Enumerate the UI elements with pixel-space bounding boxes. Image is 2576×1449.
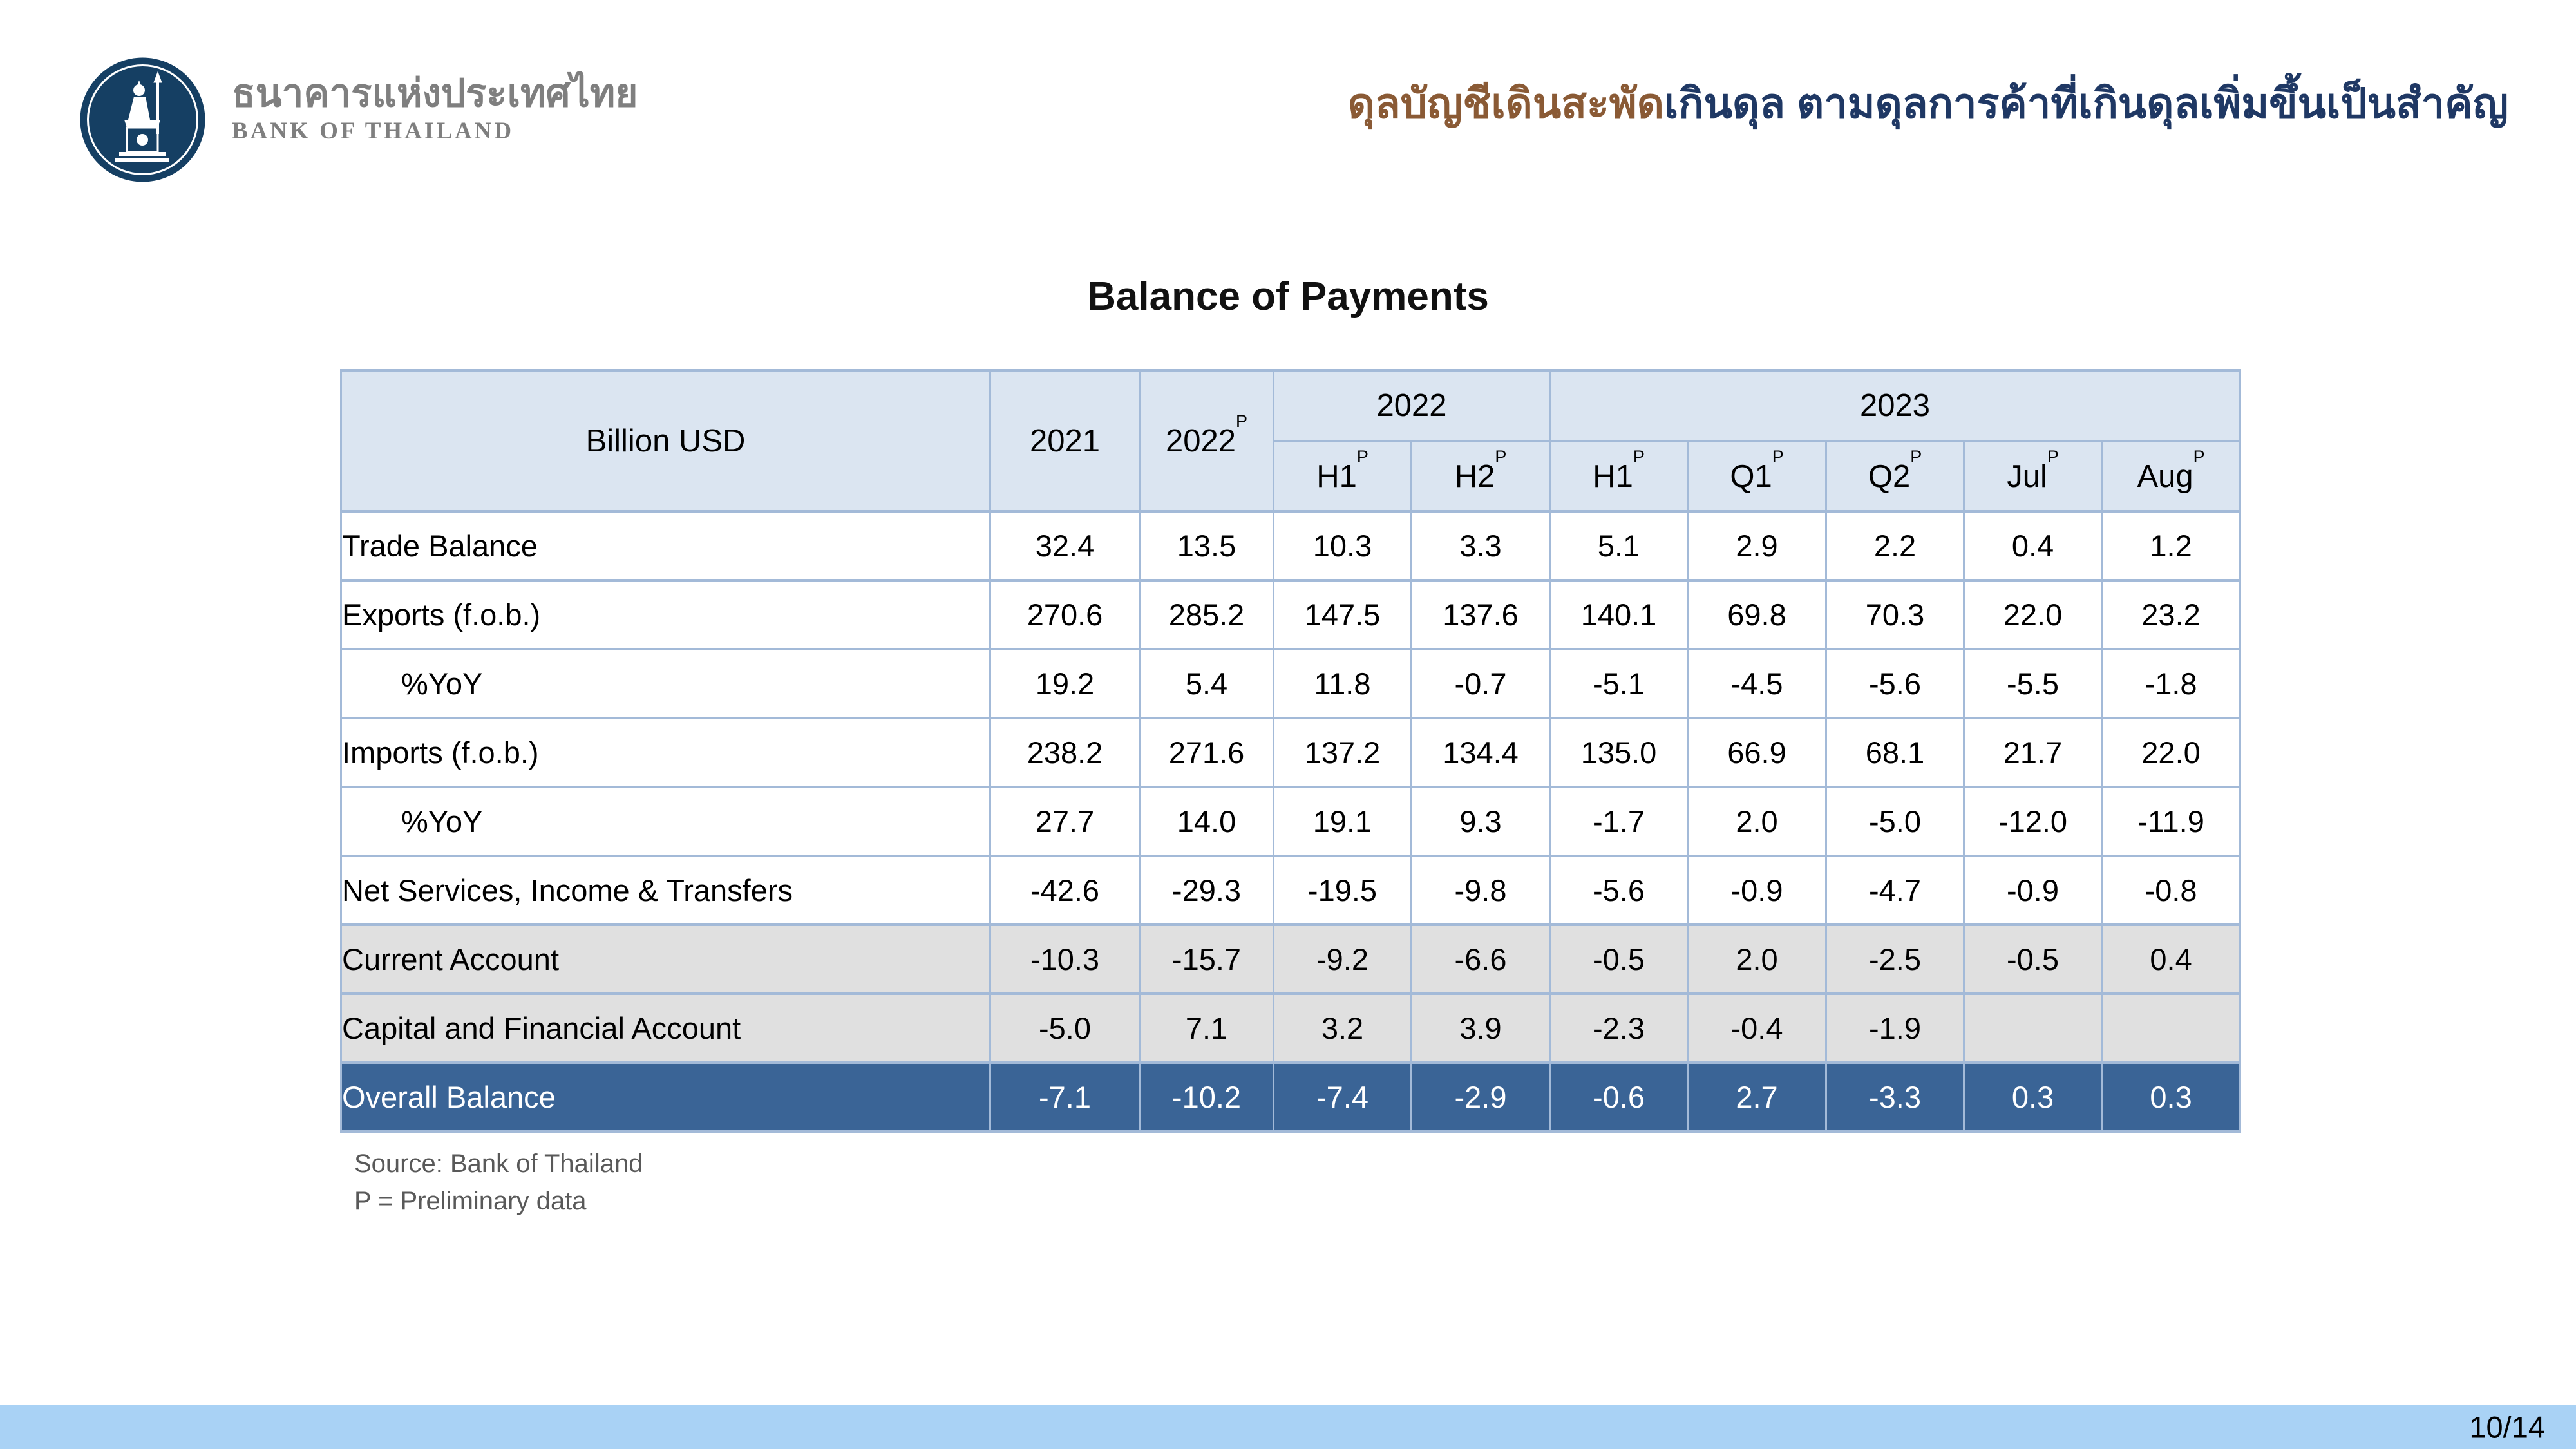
value-cell: 134.4 [1412,718,1550,787]
value-cell: 137.2 [1274,718,1412,787]
value-cell: 32.4 [990,511,1140,580]
value-cell: -0.9 [1964,856,2102,925]
bank-names [232,72,638,145]
value-cell: -1.7 [1550,787,1688,856]
value-cell: 0.4 [2102,925,2240,994]
value-cell: 23.2 [2102,580,2240,649]
value-cell: -12.0 [1964,787,2102,856]
value-cell: -5.1 [1550,649,1688,718]
value-cell: 2.0 [1688,925,1826,994]
value-cell: 0.3 [2102,1063,2240,1132]
headline-rest: เกินดุล ตามดุลการค้าที่เกินดุลเพิ่มขึ้นเป็นสำคัญ [1663,80,2508,127]
value-cell: 21.7 [1964,718,2102,787]
value-cell: 22.0 [2102,718,2240,787]
value-cell: 0.4 [1964,511,2102,580]
value-cell: 27.7 [990,787,1140,856]
value-cell: 3.3 [1412,511,1550,580]
value-cell: 2.2 [1826,511,1964,580]
value-cell: 14.0 [1140,787,1274,856]
row-label-cell: Capital and Financial Account [341,994,990,1063]
value-cell: 2.7 [1688,1063,1826,1132]
table-header [341,370,2240,511]
period-column-header: $Q1^P$ [1688,441,1826,511]
value-cell: 271.6 [1140,718,1274,787]
preliminary-superscript: P [2047,446,2059,466]
value-cell: -1.8 [2102,649,2240,718]
table-row [341,787,2240,856]
table-row [341,925,2240,994]
bank-name-english: BANK OF THAILAND [232,118,515,144]
row-label-cell: %YoY [341,787,990,856]
value-cell: -2.5 [1826,925,1964,994]
period-column-header: Jul$^P$ [1964,441,2102,511]
table-row [341,580,2240,649]
value-cell: 0.3 [1964,1063,2102,1132]
source-note: Source: Bank of Thailand [354,1150,643,1178]
value-cell: -5.6 [1826,649,1964,718]
preliminary-superscript: P [1356,446,1368,466]
value-cell: -0.6 [1550,1063,1688,1132]
table-row [341,718,2240,787]
preliminary-superscript: P [1772,446,1784,466]
value-cell: 69.8 [1688,580,1826,649]
value-cell: 3.9 [1412,994,1550,1063]
value-cell: -4.7 [1826,856,1964,925]
value-cell: 285.2 [1140,580,1274,649]
value-cell: -29.3 [1140,856,1274,925]
year-group-header: 2022 [1274,370,1550,441]
table-row [341,1063,2240,1132]
period-column-header: $H2^P$ [1412,441,1550,511]
year-column-header: 2021 [990,370,1140,511]
value-cell: -10.2 [1140,1063,1274,1132]
row-label-cell: Overall Balance [341,1063,990,1132]
value-cell: 1.2 [2102,511,2240,580]
value-cell: -7.4 [1274,1063,1412,1132]
no-data-cell [1964,994,2102,1063]
no-data-cell [2102,994,2240,1063]
value-cell: -5.0 [1826,787,1964,856]
footnotes [354,1145,643,1220]
unit-header-cell: Billion USD [341,370,990,511]
value-cell: -0.5 [1550,925,1688,994]
value-cell: -1.9 [1826,994,1964,1063]
table-row [341,856,2240,925]
value-cell: 270.6 [990,580,1140,649]
value-cell: -5.0 [990,994,1140,1063]
row-label-cell: %YoY [341,649,990,718]
value-cell: -0.7 [1412,649,1550,718]
table-row [341,649,2240,718]
value-cell: -9.8 [1412,856,1550,925]
value-cell: 2.0 [1688,787,1826,856]
value-cell: 7.1 [1140,994,1274,1063]
value-cell: -11.9 [2102,787,2240,856]
bank-of-thailand-emblem-icon [79,57,206,183]
value-cell: -0.9 [1688,856,1826,925]
preliminary-superscript: P [1236,411,1247,431]
value-cell: -7.1 [990,1063,1140,1132]
headline-highlight: ดุลบัญชีเดินสะพัด [1347,80,1664,127]
value-cell: -0.4 [1688,994,1826,1063]
value-cell: -6.6 [1412,925,1550,994]
value-cell: 5.1 [1550,511,1688,580]
period-column-header: $H1^P$ [1550,441,1688,511]
bank-of-thailand-logo [79,57,206,183]
preliminary-superscript: P [1910,446,1922,466]
table-row [341,511,2240,580]
value-cell: 10.3 [1274,511,1412,580]
table-row [341,994,2240,1063]
year-group-header: 2023 [1550,370,2240,441]
header-row-years [341,370,2240,441]
preliminary-superscript: P [1633,446,1645,466]
row-label-cell: Imports (f.o.b.) [341,718,990,787]
value-cell: 238.2 [990,718,1140,787]
value-cell: 2.9 [1688,511,1826,580]
value-cell: 9.3 [1412,787,1550,856]
value-cell: 140.1 [1550,580,1688,649]
value-cell: -5.5 [1964,649,2102,718]
year-column-header: $2022^P$ [1140,370,1274,511]
value-cell: -5.6 [1550,856,1688,925]
value-cell: -2.9 [1412,1063,1550,1132]
row-label-cell: Current Account [341,925,990,994]
value-cell: -0.8 [2102,856,2240,925]
row-label-cell: Exports (f.o.b.) [341,580,990,649]
value-cell: 13.5 [1140,511,1274,580]
value-cell: -3.3 [1826,1063,1964,1132]
value-cell: -4.5 [1688,649,1826,718]
table-body [341,511,2240,1132]
value-cell: -2.3 [1550,994,1688,1063]
footer-bar [0,1405,2576,1449]
value-cell: -9.2 [1274,925,1412,994]
value-cell: 3.2 [1274,994,1412,1063]
slide-headline [1348,70,2508,137]
preliminary-note: P = Preliminary data [354,1187,587,1215]
value-cell: 137.6 [1412,580,1550,649]
value-cell: 22.0 [1964,580,2102,649]
page-number: 10/14 [2469,1410,2545,1444]
value-cell: 66.9 [1688,718,1826,787]
value-cell: 19.1 [1274,787,1412,856]
value-cell: -15.7 [1140,925,1274,994]
row-label-cell: Trade Balance [341,511,990,580]
value-cell: 68.1 [1826,718,1964,787]
value-cell: -0.5 [1964,925,2102,994]
period-column-header: $H1^P$ [1274,441,1412,511]
value-cell: 135.0 [1550,718,1688,787]
value-cell: 11.8 [1274,649,1412,718]
value-cell: 147.5 [1274,580,1412,649]
balance-of-payments-table [340,369,2241,1133]
value-cell: 19.2 [990,649,1140,718]
period-column-header: $Q2^P$ [1826,441,1964,511]
period-column-header: Aug$^P$ [2102,441,2240,511]
value-cell: -19.5 [1274,856,1412,925]
value-cell: 70.3 [1826,580,1964,649]
preliminary-superscript: P [2193,446,2205,466]
row-label-cell: Net Services, Income & Transfers [341,856,990,925]
value-cell: -10.3 [990,925,1140,994]
table-title: Balance of Payments [1087,274,1489,319]
preliminary-superscript: P [1495,446,1507,466]
bank-name-thai: ธนาคารแห่งประเทศไทย [232,71,638,115]
value-cell: -42.6 [990,856,1140,925]
value-cell: 5.4 [1140,649,1274,718]
